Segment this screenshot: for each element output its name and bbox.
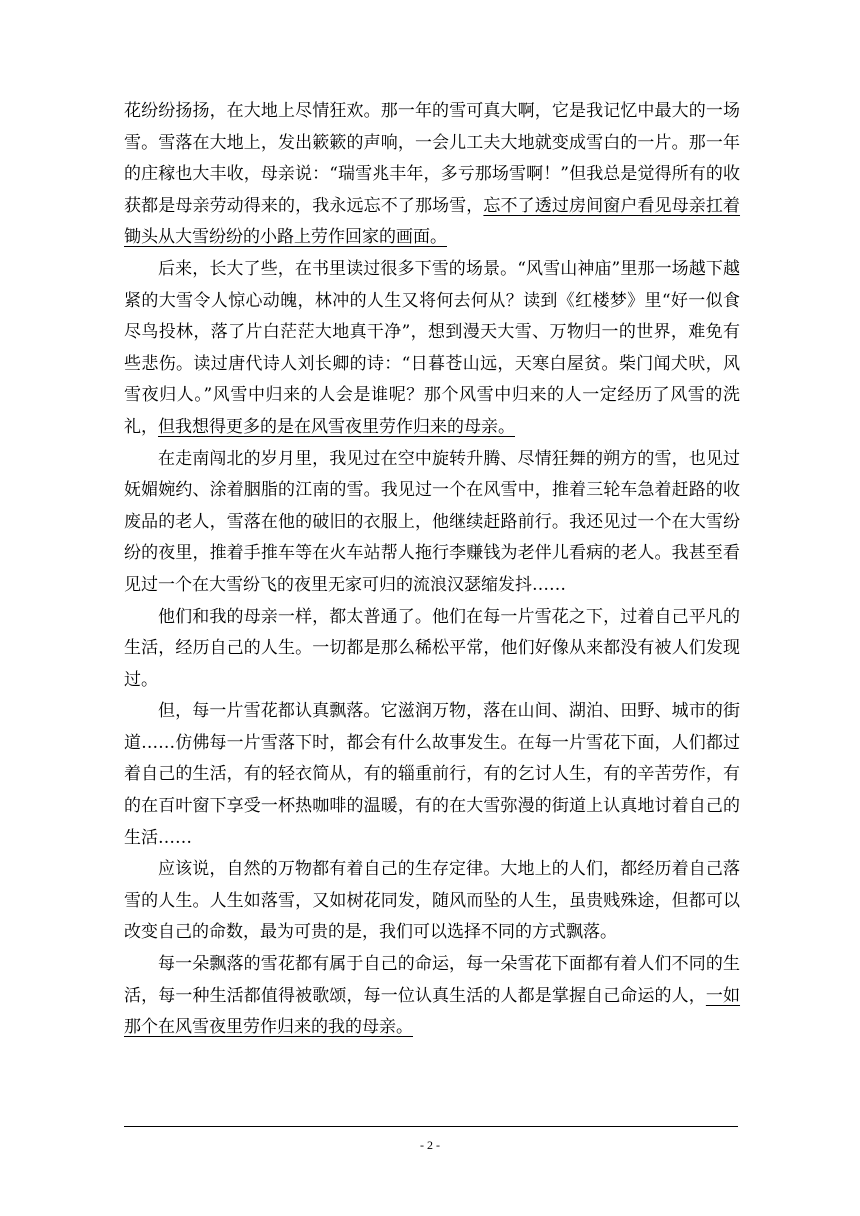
page-number: - 2 - [420,1138,440,1152]
paragraph-3-text: 在走南闯北的岁月里，我见过在空中旋转升腾、尽情狂舞的朔方的雪，也见过妩媚婉约、涂着胭脂的江南的雪。我见过一个在风雪中，推着三轮车急着赶路的收废品的老人，雪落在他的破旧的衣服上，他继续赶路前行。我还见过一个在大雪纷纷的夜里，推着手推车等在火车站帮人拖行李赚钱为老伴儿看病的老人。我甚至看见过一个在大雪纷飞的夜里无家可归的流浪汉瑟缩发抖…… [124,448,740,595]
paragraph-1-text: 花纷纷扬扬，在大地上尽情狂欢。那一年的雪可真大啊，它是我记忆中最大的一场雪。雪落在大地上，发出簌簌的声响，一会儿工夫大地就变成雪白的一片。那一年的庄稼也大丰收，母亲说：“瑞雪兆丰年，多亏那场雪啊！”但我总是觉得所有的收获都是母亲劳动得来的，我永远忘不了那场雪， [124,101,740,216]
paragraph-7-text: 每一朵飘落的雪花都有属于自己的命运，每一朵雪花下面都有着人们不同的生活，每一种生活都值得被歌颂，每一位认真生活的人都是掌握自己命运的人， [124,954,740,1006]
paragraph-4 [124,602,740,697]
paragraph-7-underlined-text: 一如那个在风雪夜里劳作归来的我的母亲。 [124,985,741,1038]
paragraph-7 [124,949,740,1044]
footer-divider [124,1126,738,1127]
paragraph-5-text: 但，每一片雪花都认真飘落。它滋润万物，落在山间、湖泊、田野、城市的街道……仿佛每一片雪落下时，都会有什么故事发生。在每一片雪花下面，人们都过着自己的生活，有的轻衣简从，有的辎重前行，有的乞讨人生，有的辛苦劳作，有的在百叶窗下享受一杯热咖啡的温暖，有的在大雪弥漫的街道上认真地讨着自己的生活…… [124,701,740,848]
paragraph-2-underlined-text: 但我想得更多的是在风雪夜里劳作归来的母亲。 [158,416,515,437]
article-body [124,96,740,1044]
paragraph-1-underlined-text: 忘不了透过房间窗户看见母亲扛着锄头从大雪纷纷的小路上劳作回家的画面。 [124,195,741,248]
paragraph-4-text: 他们和我的母亲一样，都太普通了。他们在每一片雪花之下，过着自己平凡的生活，经历自己的人生。一切都是那么稀松平常，他们好像从来都没有被人们发现过。 [124,606,740,690]
paragraph-2-text: 后来，长大了些，在书里读过很多下雪的场景。“风雪山神庙”里那一场越下越紧的大雪令人惊心动魄，林冲的人生又将何去何从？读到《红楼梦》里“好一似食尽鸟投林，落了片白茫茫大地真干净”，想到漫天大雪、万物归一的世界，难免有些悲伤。读过唐代诗人刘长卿的诗：“日暮苍山远，天寒白屋贫。柴门闻犬吠，风雪夜归人。”风雪中归来的人会是谁呢？那个风雪中归来的人一定经历了风雪的洗礼， [124,258,740,437]
paragraph-3 [124,444,740,602]
paragraph-5 [124,696,740,854]
paragraph-6 [124,854,740,949]
paragraph-2 [124,254,740,444]
paragraph-1 [124,96,740,254]
paragraph-6-text: 应该说，自然的万物都有着自己的生存定律。大地上的人们，都经历着自己落雪的人生。人生如落雪，又如树花同发，随风而坠的人生，虽贵贱殊途，但都可以改变自己的命数，最为可贵的是，我们可以选择不同的方式飘落。 [124,859,740,943]
